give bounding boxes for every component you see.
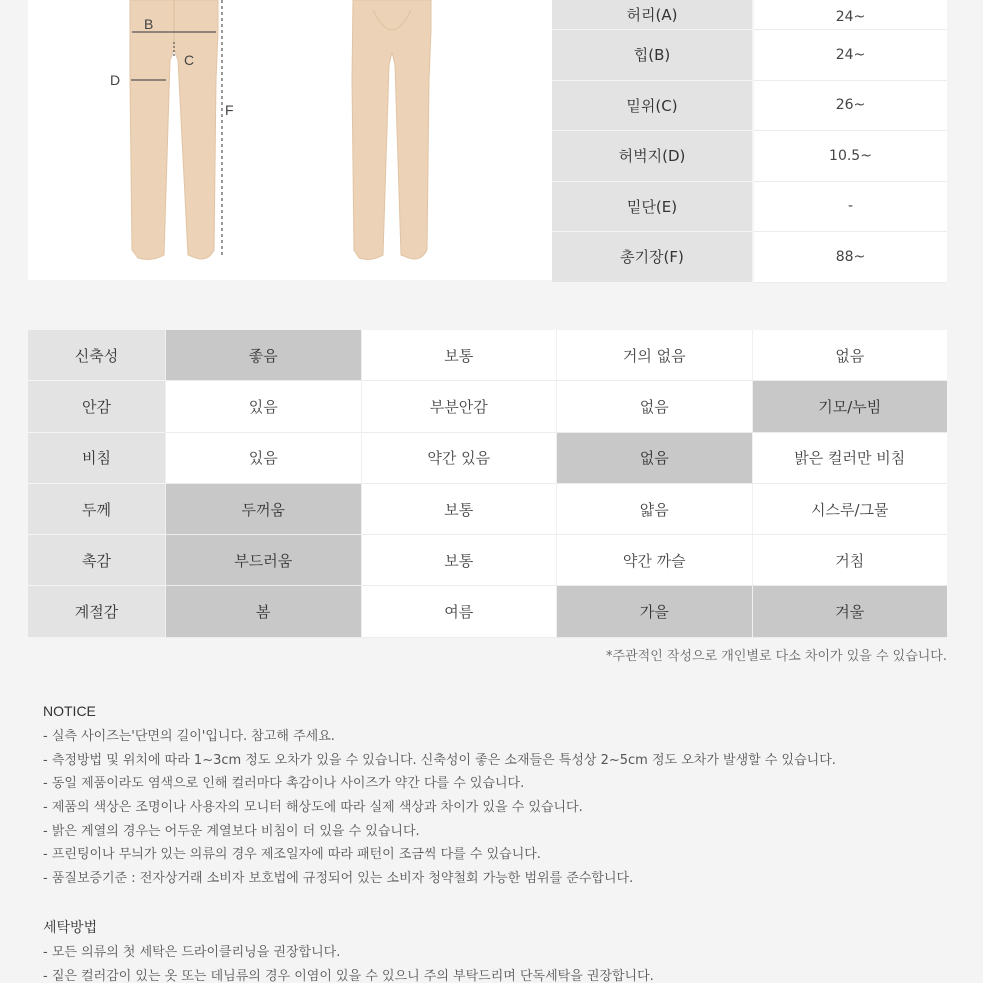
attribute-option: 없음 [556,381,752,432]
size-value: 88~ [754,232,947,283]
notice-line: - 동일 제품이라도 염색으로 인해 컬러마다 촉감이나 사이즈가 약간 다를 수 있습니다. [43,776,525,792]
attribute-option: 여름 [361,586,557,637]
attribute-table [28,330,947,638]
notice-line: - 품질보증기준 : 전자상거래 소비자 보호법에 규정되어 있는 소비자 청약철회 가능한 범위를 준수합니다. [43,871,634,887]
attribute-option: 없음 [556,433,752,484]
notice-line: - 프린팅이나 무늬가 있는 의류의 경우 제조일자에 따라 패턴이 조금씩 다를 수 있습니다. [43,847,541,863]
tights-drawing [28,0,552,280]
attribute-option: 거의 없음 [556,330,752,381]
attribute-option: 기모/누빔 [752,381,948,432]
attribute-option: 좋음 [165,330,361,381]
size-row [552,131,947,182]
wash-line: - 모든 의류의 첫 세탁은 드라이클리닝을 권장합니다. [43,945,341,960]
attribute-option: 부드러움 [165,535,361,586]
attribute-option: 약간 있음 [361,433,557,484]
attribute-option: 봄 [165,586,361,637]
wash-title: 세탁방법 [43,920,98,936]
size-value: - [754,182,947,233]
attribute-option: 부분안감 [361,381,557,432]
size-value: 10.5~ [754,131,947,182]
attribute-label: 계절감 [28,586,165,637]
product-illustration [28,0,552,280]
attribute-label: 안감 [28,381,165,432]
notice-line: - 실측 사이즈는'단면의 길이'입니다. 참고해 주세요. [43,729,335,744]
label-b: B [144,16,154,32]
attribute-option: 거침 [752,535,948,586]
attribute-row [28,535,947,586]
size-label: 밑위(C) [552,81,752,132]
notice-line: - 제품의 색상은 조명이나 사용자의 모니터 해상도에 따라 실제 색상과 차이가 있을 수 있습니다. [43,800,583,816]
wash-section [43,917,963,983]
attribute-option: 가을 [556,586,752,637]
size-row [552,30,947,81]
attribute-option: 시스루/그물 [752,484,948,535]
size-label: 허벅지(D) [552,131,752,182]
attribute-option: 밝은 컬러만 비침 [752,433,948,484]
size-value: 26~ [754,81,947,132]
notice-title: NOTICE [43,703,96,719]
attribute-option: 없음 [752,330,948,381]
attribute-note: *주관적인 작성으로 개인별로 다소 차이가 있을 수 있습니다. [606,649,947,664]
attribute-label: 두께 [28,484,165,535]
size-value: 24~ [754,30,947,81]
label-f: F [225,102,234,118]
tights-back [352,0,431,259]
attribute-option: 겨울 [752,586,948,637]
attribute-row [28,586,947,637]
wash-line: - 짙은 컬러감이 있는 옷 또는 데님류의 경우 이염이 있을 수 있으니 주의 부탁드리며 단독세탁을 권장합니다. [43,968,654,983]
size-label: 밑단(E) [552,182,752,233]
attribute-row [28,381,947,432]
attribute-option: 얇음 [556,484,752,535]
notice-line: - 밝은 계열의 경우는 어두운 계열보다 비침이 더 있을 수 있습니다. [43,823,420,839]
attribute-label: 촉감 [28,535,165,586]
size-row [552,232,947,283]
size-label: 총기장(F) [552,232,752,283]
size-label: 허리(A) [552,0,752,30]
attribute-option: 보통 [361,535,557,586]
label-d: D [110,72,121,88]
attribute-row [28,433,947,484]
attribute-option: 두꺼움 [165,484,361,535]
label-c: C [184,52,195,68]
attribute-option: 있음 [165,381,361,432]
tights-front [130,0,218,259]
notice-line: - 측정방법 및 위치에 따라 1~3cm 정도 오차가 있을 수 있습니다. 신축성이 좋은 소재들은 특성상 2~5cm 정도 오차가 발생할 수 있습니다. [43,752,836,768]
size-row [552,0,947,30]
size-label: 힙(B) [552,30,752,81]
size-row [552,81,947,132]
size-value: 24~ [754,0,947,30]
attribute-option: 보통 [361,330,557,381]
attribute-row [28,330,947,381]
size-row [552,182,947,233]
attribute-label: 비침 [28,433,165,484]
attribute-option: 보통 [361,484,557,535]
attribute-option: 있음 [165,433,361,484]
size-table [552,0,947,283]
attribute-option: 약간 까슬 [556,535,752,586]
attribute-row [28,484,947,535]
notice-section [43,703,963,891]
attribute-label: 신축성 [28,330,165,381]
